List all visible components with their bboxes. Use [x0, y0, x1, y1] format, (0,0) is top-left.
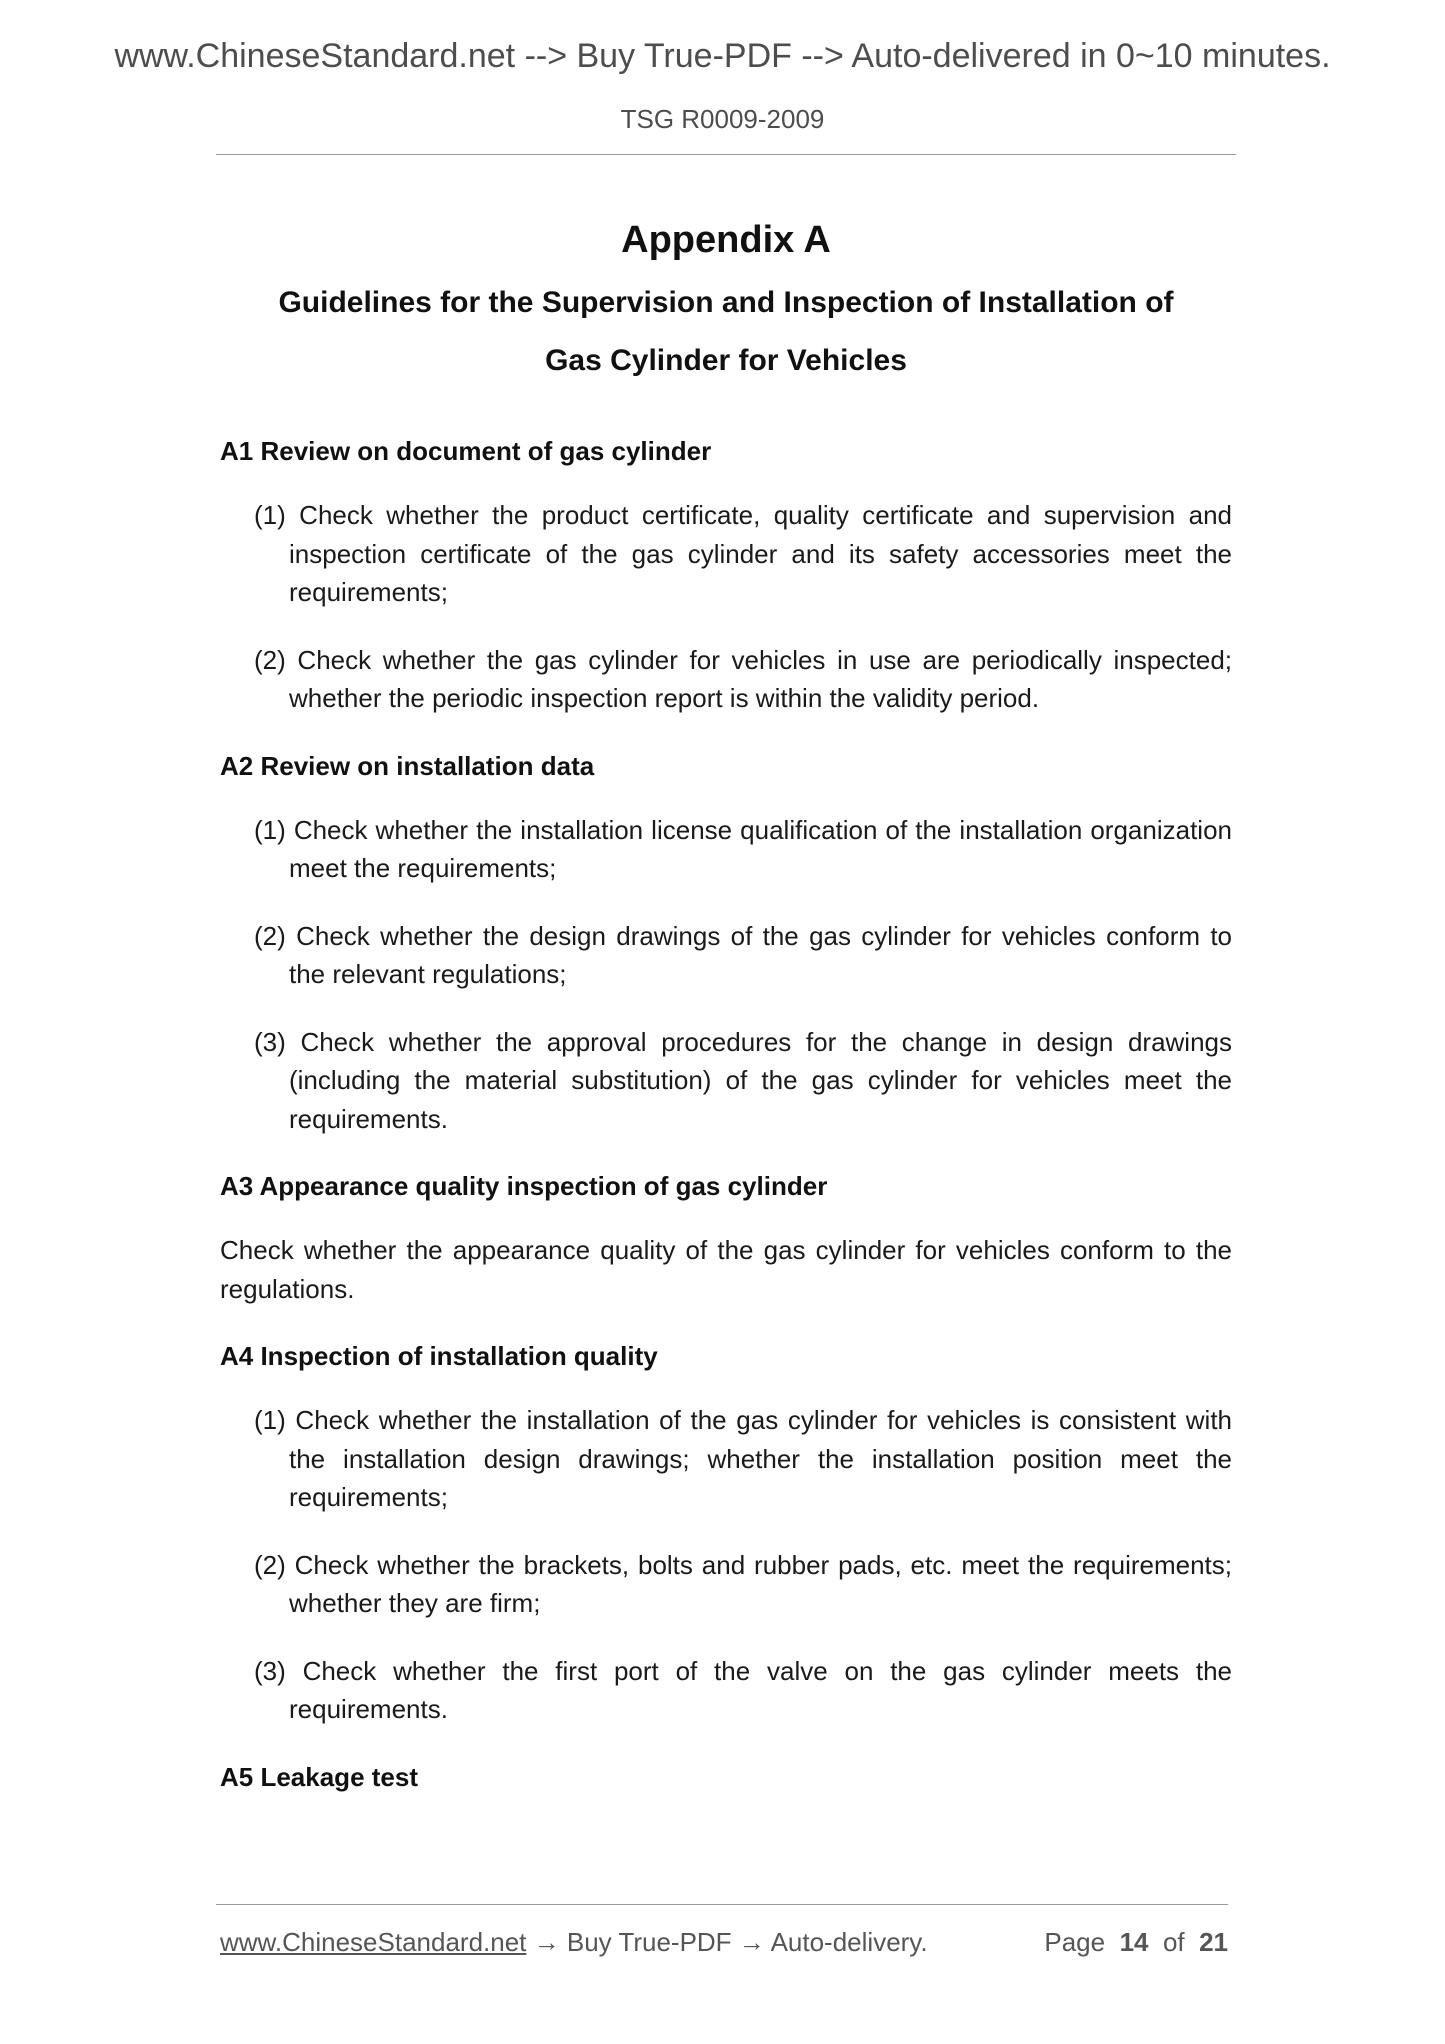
- footer-site-link[interactable]: www.ChineseStandard.net: [220, 1927, 527, 1957]
- page-indicator: [1044, 1922, 1228, 1962]
- header-banner: www.ChineseStandard.net --> Buy True-PDF --> Auto-delivered in 0~10 minutes.: [114, 37, 1331, 75]
- footer-tail-text: → Buy True-PDF → Auto-delivery.: [526, 1927, 928, 1957]
- page-footer: [220, 1922, 1228, 1962]
- list-item: (3) Check whether the approval procedures for the change in design drawings (including the material substitution) of the gas cylinder for vehicles meet the requirements.: [254, 1026, 1232, 1134]
- list-item: (2) Check whether the brackets, bolts and rubber pads, etc. meet the requirements; whether they are firm;: [254, 1549, 1232, 1618]
- page-content: [220, 212, 1232, 1822]
- list-item: (3) Check whether the first port of the valve on the gas cylinder meets the requirements.: [254, 1655, 1232, 1724]
- document-number: TSG R0009-2009: [620, 104, 825, 134]
- header-divider: [216, 154, 1236, 155]
- list-item: (1) Check whether the installation of the gas cylinder for vehicles is consistent with the installation design drawings; whether the installation position meet the requirements;: [254, 1405, 1232, 1512]
- of-word: of: [1162, 1927, 1185, 1957]
- section-heading-a2: A2 Review on installation data: [220, 750, 595, 781]
- subtitle-line-1: Guidelines for the Supervision and Inspection of Installation of: [278, 286, 1174, 319]
- current-page-number: 14: [1119, 1927, 1149, 1957]
- section-heading-a3: A3 Appearance quality inspection of gas cylinder: [220, 1171, 828, 1201]
- footer-divider: [216, 1904, 1228, 1905]
- list-item: (1) Check whether the product certificate, quality certificate and supervision and inspection certificate of the gas cylinder and its safety accessories meet the requirements;: [254, 500, 1232, 607]
- list-item: (2) Check whether the gas cylinder for vehicles in use are periodically inspected; whether the periodic inspection report is within the validity period.: [254, 644, 1232, 713]
- subtitle-line-2: Gas Cylinder for Vehicles: [545, 344, 907, 377]
- page-word: Page: [1044, 1927, 1106, 1957]
- appendix-title: Appendix A: [621, 219, 831, 261]
- total-page-number: 21: [1199, 1927, 1228, 1957]
- section-paragraph: Check whether the appearance quality of the gas cylinder for vehicles conform to the regulations.: [220, 1235, 1232, 1304]
- section-heading-a1: A1 Review on document of gas cylinder: [220, 436, 712, 466]
- list-item: (2) Check whether the design drawings of the gas cylinder for vehicles conform to the relevant regulations;: [254, 920, 1232, 989]
- footer-promo: [220, 1922, 928, 1962]
- appendix-subtitle: [220, 274, 1232, 390]
- list-item: (1) Check whether the installation license qualification of the installation organization meet the requirements;: [254, 814, 1232, 883]
- section-heading-a5: A5 Leakage test: [220, 1761, 418, 1792]
- section-heading-a4: A4 Inspection of installation quality: [220, 1341, 658, 1371]
